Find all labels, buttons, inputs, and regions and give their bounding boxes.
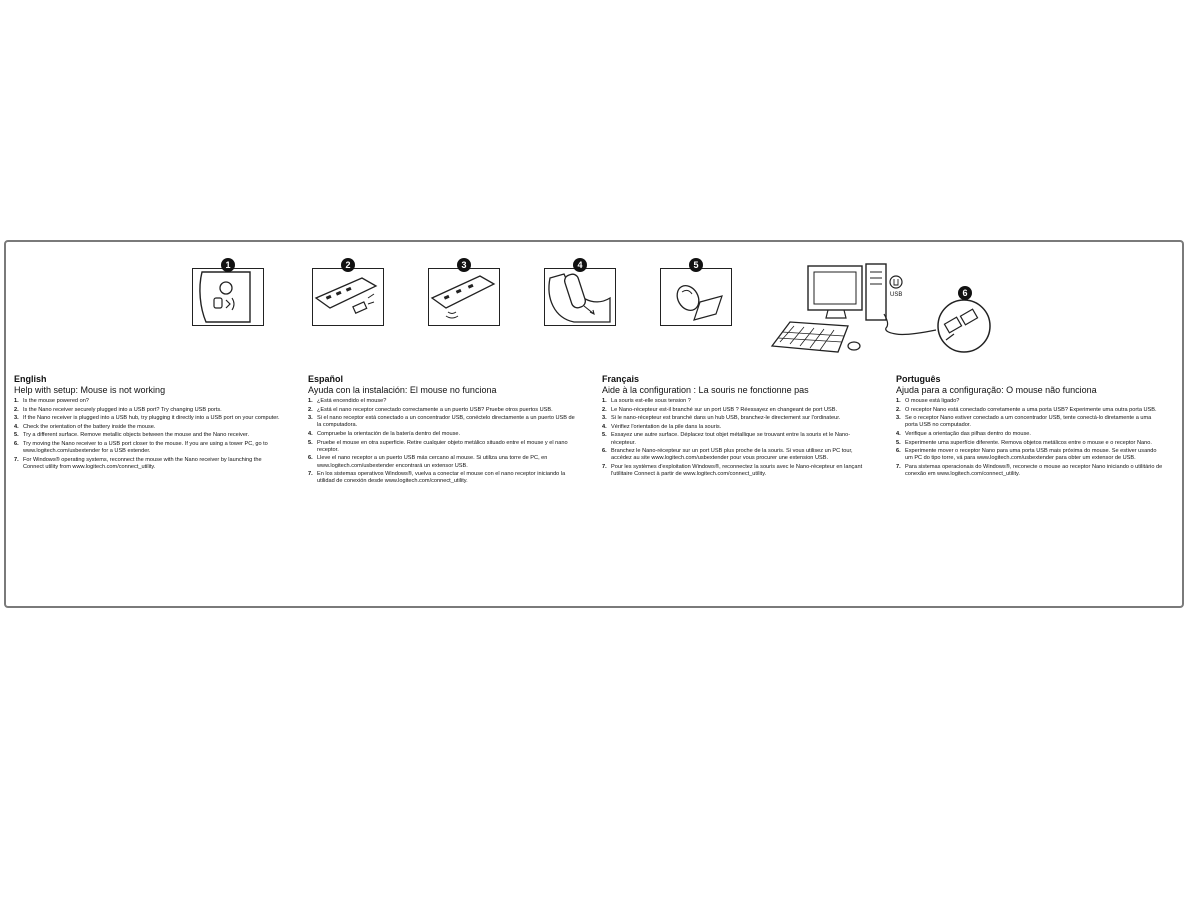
section-english <box>14 374 282 473</box>
usb-hub-icon <box>312 268 384 326</box>
step-5-illustration <box>660 258 732 326</box>
step-4-illustration <box>544 258 616 326</box>
usb-port-icon <box>428 268 500 326</box>
list-item: 5. Essayez une autre surface. Déplacez tout objet métallique se trouvant entre la souris et le Nano-récepteur. <box>602 432 851 446</box>
list-item: 5. Pruebe el mouse en otra superficie. Retire cualquier objeto metálico situado entre el mouse y el nano receptor. <box>308 439 568 453</box>
list-item: 3. Si le nano-récepteur est branché dans un hub USB, branchez-le directement sur l'ordinateur. <box>602 415 841 422</box>
list-item: 1. La souris est-elle sous tension ? <box>602 398 691 404</box>
section-subtitle: Help with setup: Mouse is not working <box>14 385 166 395</box>
step-3-badge: 3 <box>457 258 471 272</box>
troubleshooting-list <box>308 398 576 486</box>
list-item: 7. En los sistemas operativos Windows®, vuelva a conectar el mouse con el nano receptor iniciando la utilidad de conexión desde www.logitech.com/connect_utility. <box>308 471 566 485</box>
step-2-illustration <box>312 258 384 326</box>
list-item: 7. Para sistemas operacionais do Windows®, reconecte o mouse ao receptor Nano iniciando o utilitário de conexão em www.logitech.com/connect_utility. <box>896 463 1163 478</box>
troubleshooting-list <box>602 398 870 478</box>
list-item: 2. O receptor Nano está conectado corretamente a uma porta USB? Experimente uma outra porta USB. <box>896 406 1157 413</box>
battery-icon <box>544 268 616 326</box>
list-item: 5. Experimente uma superfície diferente. Remova objetos metálicos entre o mouse e o receptor Nano. <box>896 439 1152 446</box>
section-espanol <box>308 374 576 487</box>
list-item: 4. Check the orientation of the battery inside the mouse. <box>14 423 156 430</box>
language-heading: English <box>14 374 47 384</box>
step-3-illustration <box>428 258 500 326</box>
list-item: 2. Is the Nano receiver securely plugged into a USB port? Try changing USB ports. <box>14 406 222 413</box>
list-item: 6. Experimente mover o receptor Nano para uma porta USB mais próxima do mouse. Se estiver usando um PC do tipo torre, vá para www.logitech.com/usbextender para obter um extensor de USB. <box>896 448 1157 462</box>
step-5-badge: 5 <box>689 258 703 272</box>
step-2-badge: 2 <box>341 258 355 272</box>
list-item: 3. Si el nano receptor está conectado a un concentrador USB, conéctelo directamente a un puerto USB de la computadora. <box>308 415 575 429</box>
list-item: 1. ¿Está encendido el mouse? <box>308 398 387 404</box>
list-item: 6. Lleve el nano receptor a un puerto USB más cercano al mouse. Si utiliza una torre de PC, en www.logitech.com/usbextender encontrará un extensor USB. <box>308 455 548 469</box>
language-heading: Português <box>896 374 941 384</box>
section-subtitle: Aide à la configuration : La souris ne fonctionne pas <box>602 385 809 395</box>
section-subtitle: Ajuda para a configuração: O mouse não funciona <box>896 385 1097 395</box>
language-heading: Español <box>308 374 344 384</box>
troubleshooting-list <box>896 398 1164 478</box>
list-item: 1. O mouse está ligado? <box>896 398 960 404</box>
list-item: 3. If the Nano receiver is plugged into a USB hub, try plugging it directly into a USB port on your computer. <box>14 415 280 422</box>
list-item: 1. Is the mouse powered on? <box>14 398 89 404</box>
step-6-badge: 6 <box>958 286 972 300</box>
computer-icon <box>768 260 998 360</box>
step-1-illustration <box>192 258 264 326</box>
section-portugues <box>896 374 1164 480</box>
section-francais <box>602 374 870 480</box>
list-item: 5. Try a different surface. Remove metallic objects between the mouse and the Nano receiver. <box>14 432 250 439</box>
setup-help-card <box>4 240 1184 608</box>
troubleshooting-list <box>14 398 282 471</box>
section-subtitle: Ayuda con la instalación: El mouse no funciona <box>308 385 497 395</box>
step-1-badge: 1 <box>221 258 235 272</box>
list-item: 6. Try moving the Nano receiver to a USB port closer to the mouse. If you are using a tower PC, go to www.logitech.com/usbextender for a USB extender. <box>14 440 268 455</box>
pc-setup-illustration <box>768 260 998 360</box>
list-item: 7. For Windows® operating systems, reconnect the mouse with the Nano receiver by launching the Connect utility from www.logitech.com/connect_utility. <box>14 456 262 470</box>
list-item: 3. Se o receptor Nano estiver conectado a um concentrador USB, tente conectá-lo diretamente a uma porta USB no computador. <box>896 415 1152 429</box>
list-item: 4. Vérifiez l'orientation de la pile dans la souris. <box>602 423 722 430</box>
list-item: 7. Pour les systèmes d'exploitation Windows®, reconnectez la souris avec le Nano-récepteur en lançant l'utilitaire Connect à partir de www.logitech.com/connect_utility. <box>602 463 863 478</box>
mouse-power-icon <box>192 268 264 326</box>
list-item: 4. Verifique a orientação das pilhas dentro do mouse. <box>896 430 1031 437</box>
list-item: 6. Branchez le Nano-récepteur sur un port USB plus proche de la souris. Si vous utilisez un PC tour, accédez au site www.logitech.com/usbextender pour vous procurer une extension USB. <box>602 448 853 462</box>
list-item: 2. ¿Está el nano receptor conectado correctamente a un puerto USB? Pruebe otros puertos USB. <box>308 406 553 413</box>
list-item: 4. Compruebe la orientación de la batería dentro del mouse. <box>308 430 461 437</box>
step-4-badge: 4 <box>573 258 587 272</box>
usb-badge-label: USB <box>890 292 903 298</box>
list-item: 2. Le Nano-récepteur est-il branché sur un port USB ? Réessayez en changeant de port USB. <box>602 406 838 413</box>
language-heading: Français <box>602 374 640 384</box>
mouse-surface-icon <box>660 268 732 326</box>
